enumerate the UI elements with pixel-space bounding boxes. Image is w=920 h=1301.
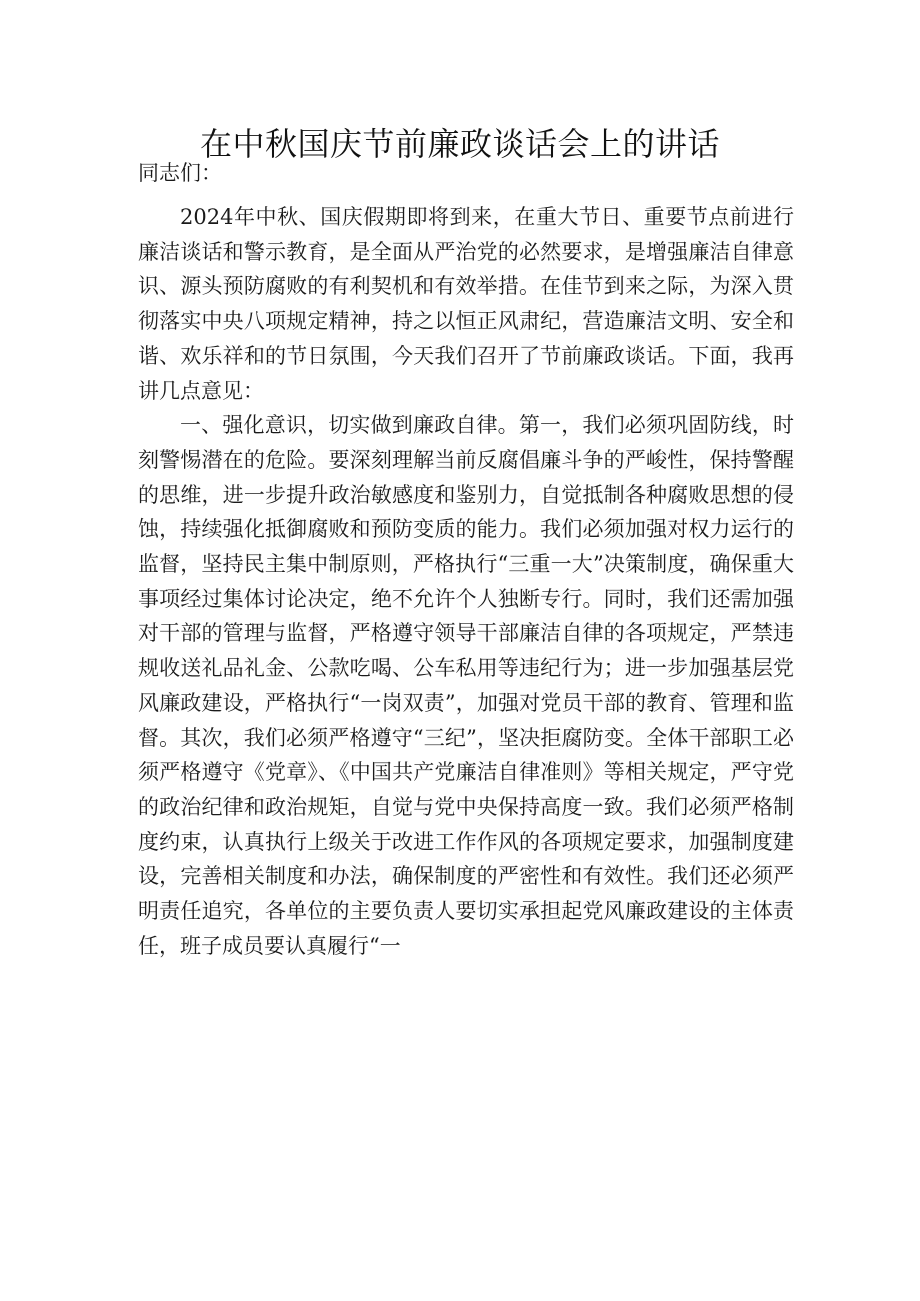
salutation: 同志们： (138, 161, 222, 185)
paragraph-section-one: 一、强化意识，切实做到廉政自律。第一，我们必须巩固防线，时刻警惕潜在的危险。要深刻理解当前反腐倡廉斗争的严峻性，保持警醒的思维，进一步提升政治敏感度和鉴别力，自觉抵制各种腐败思想的侵蚀，持续强化抵御腐败和预防变质的能力。我们必须加强对权力运行的监督，坚持民主集中制原则，严格执行“三重一大”决策制度，确保重大事项经过集体讨论决定，绝不允许个人独断专行。同时，我们还需加强对干部的管理与监督，严格遵守领导干部廉洁自律的各项规定，严禁违规收送礼品礼金、公款吃喝、公车私用等违纪行为；进一步加强基层党风廉政建设，严格执行“一岗双责”，加强对党员干部的教育、管理和监督。其次，我们必须严格遵守“三纪”，坚决拒腐防变。全体干部职工必须严格遵守《党章》、《中国共产党廉洁自律准则》等相关规定，严守党的政治纪律和政治规矩，自觉与党中央保持高度一致。我们必须严格制度约束，认真执行上级关于改进工作作风的各项规定要求，加强制度建设，完善相关制度和办法，确保制度的严密性和有效性。我们还必须严明责任追究，各单位的主要负责人要切实承担起党风廉政建设的主体责任，班子成员要认真履行“一 (138, 413, 794, 958)
document-title: 在中秋国庆节前廉政谈话会上的讲话 (199, 125, 720, 163)
paragraph-intro: 2024年中秋、国庆假期即将到来，在重大节日、重要节点前进行廉洁谈话和警示教育，是全面从严治党的必然要求，是增强廉洁自律意识、源头预防腐败的有利契机和有效举措。在佳节到来之际，为深入贯彻落实中央八项规定精神，持之以恒正风肃纪，营造廉洁文明、安全和谐、欢乐祥和的节日氛围，今天我们召开了节前廉政谈话。下面，我再讲几点意见： (138, 205, 794, 403)
document-body (138, 200, 794, 963)
